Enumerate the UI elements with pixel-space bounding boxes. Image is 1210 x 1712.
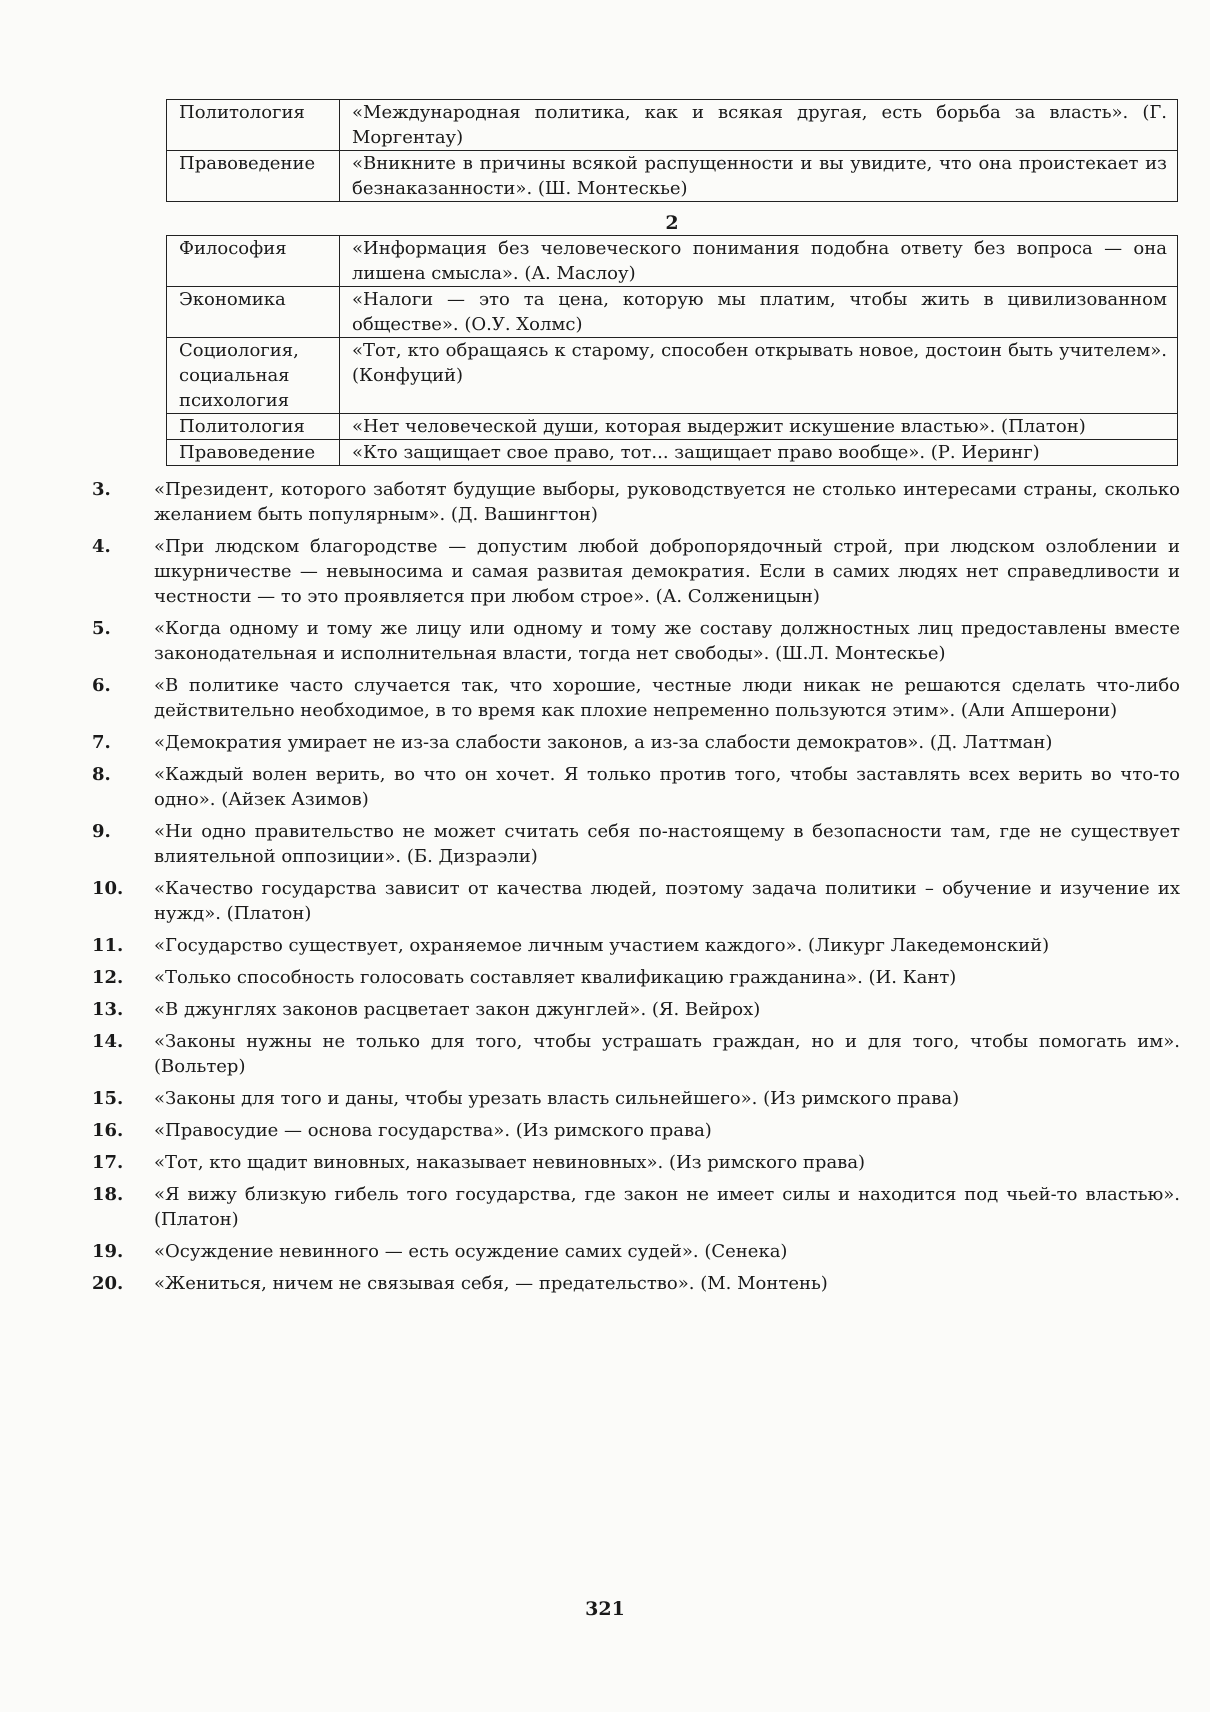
list-item	[92, 1239, 1180, 1264]
quote-cell: «Нет человеческой души, которая выдержит искушение властью». (Платон)	[340, 414, 1178, 440]
item-text: «Ни одно правительство не может считать себя по-настоящему в безопасности там, где не существует влиятельной оппозиции». (Б. Дизраэли)	[154, 821, 1180, 867]
item-number: 14.	[92, 1031, 124, 1052]
list-item	[92, 762, 1180, 812]
subject-cell: Политология	[167, 100, 340, 151]
quotes-list	[92, 477, 1180, 1303]
list-item	[92, 730, 1180, 755]
item-text: «Президент, которого заботят будущие выборы, руководствуется не столько интересами страны, сколько желанием быть популярным». (Д. Вашингтон)	[154, 479, 1180, 525]
item-text: «Жениться, ничем не связывая себя, — предательство». (М. Монтень)	[154, 1273, 828, 1294]
item-text: «Только способность голосовать составляет квалификацию гражданина». (И. Кант)	[154, 967, 957, 988]
item-number: 7.	[92, 732, 111, 753]
table-row	[167, 287, 1178, 338]
item-text: «Законы нужны не только для того, чтобы устрашать граждан, но и для того, чтобы помогать им». (Вольтер)	[154, 1031, 1180, 1077]
list-item	[92, 1086, 1180, 1111]
item-text: «Демократия умирает не из-за слабости законов, а из-за слабости демократов». (Д. Латтман)	[154, 732, 1053, 753]
item-text: «Я вижу близкую гибель того государства, где закон не имеет силы и находится под чьей-то властью». (Платон)	[154, 1184, 1180, 1230]
item-text: «При людском благородстве — допустим любой добропорядочный строй, при людском озлоблении и шкурничестве — невыносима и самая развитая демократия. Если в самих людях нет справедливости и честности — то это проявляется при любом строе». (А. Солженицын)	[154, 536, 1180, 607]
item-number: 12.	[92, 967, 124, 988]
item-text: «Осуждение невинного — есть осуждение самих судей». (Сенека)	[154, 1241, 788, 1262]
subject-cell: Социология, социальная психология	[167, 338, 340, 414]
list-item	[92, 616, 1180, 666]
quote-cell: «Международная политика, как и всякая другая, есть борьба за власть». (Г. Моргентау)	[340, 100, 1178, 151]
table-row	[167, 100, 1178, 151]
quote-cell: «Налоги — это та цена, которую мы платим, чтобы жить в цивилизованном обществе». (О.У. Холмс)	[340, 287, 1178, 338]
item-number: 13.	[92, 999, 124, 1020]
list-item	[92, 1182, 1180, 1232]
table-row	[167, 440, 1178, 466]
table-number: 2	[665, 212, 679, 234]
list-item	[92, 1271, 1180, 1296]
table-row	[167, 151, 1178, 202]
quote-cell: «Тот, кто обращаясь к старому, способен открывать новое, достоин быть учителем». (Конфуций)	[340, 338, 1178, 414]
item-number: 15.	[92, 1088, 124, 1109]
item-text: «Государство существует, охраняемое личным участием каждого». (Ликург Лакедемонский)	[154, 935, 1050, 956]
item-number: 8.	[92, 764, 111, 785]
list-item	[92, 477, 1180, 527]
list-item	[92, 933, 1180, 958]
item-number: 10.	[92, 878, 124, 899]
page-number: 321	[585, 1598, 625, 1620]
list-item	[92, 534, 1180, 609]
item-number: 18.	[92, 1184, 124, 1205]
item-number: 17.	[92, 1152, 124, 1173]
list-item	[92, 1118, 1180, 1143]
table-row	[167, 236, 1178, 287]
quote-cell: «Информация без человеческого понимания подобна ответу без вопроса — она лишена смысла». (А. Маслоу)	[340, 236, 1178, 287]
quote-cell: «Кто защищает свое право, тот... защищает право вообще». (Р. Иеринг)	[340, 440, 1178, 466]
item-number: 19.	[92, 1241, 124, 1262]
item-text: «Тот, кто щадит виновных, наказывает невиновных». (Из римского права)	[154, 1152, 866, 1173]
list-item	[92, 965, 1180, 990]
item-number: 4.	[92, 536, 111, 557]
item-number: 16.	[92, 1120, 124, 1141]
item-number: 6.	[92, 675, 111, 696]
quote-cell: «Вникните в причины всякой распущенности и вы увидите, что она проистекает из безнаказанности». (Ш. Монтескье)	[340, 151, 1178, 202]
item-text: «Каждый волен верить, во что он хочет. Я только против того, чтобы заставлять всех верить во что-то одно». (Айзек Азимов)	[154, 764, 1180, 810]
item-text: «Правосудие — основа государства». (Из римского права)	[154, 1120, 712, 1141]
subject-cell: Экономика	[167, 287, 340, 338]
subject-cell: Политология	[167, 414, 340, 440]
item-text: «Законы для того и даны, чтобы урезать власть сильнейшего». (Из римского права)	[154, 1088, 960, 1109]
quotes-table-1	[166, 99, 1178, 202]
list-item	[92, 819, 1180, 869]
list-item	[92, 1029, 1180, 1079]
list-item	[92, 1150, 1180, 1175]
list-item	[92, 997, 1180, 1022]
list-item	[92, 673, 1180, 723]
quotes-table-2	[166, 235, 1178, 466]
item-number: 11.	[92, 935, 124, 956]
item-number: 9.	[92, 821, 111, 842]
subject-cell: Правоведение	[167, 151, 340, 202]
subject-cell: Философия	[167, 236, 340, 287]
item-text: «Качество государства зависит от качества людей, поэтому задача политики – обучение и изучение их нужд». (Платон)	[154, 878, 1180, 924]
item-text: «В джунглях законов расцветает закон джунглей». (Я. Вейрох)	[154, 999, 761, 1020]
item-number: 5.	[92, 618, 111, 639]
table-row	[167, 338, 1178, 414]
item-text: «В политике часто случается так, что хорошие, честные люди никак не решаются сделать что-либо действительно необходимое, в то время как плохие непременно пользуются этим». (Али Апшерони)	[154, 675, 1180, 721]
subject-cell: Правоведение	[167, 440, 340, 466]
item-number: 20.	[92, 1273, 124, 1294]
item-text: «Когда одному и тому же лицу или одному и тому же составу должностных лиц предоставлены вместе законодательная и исполнительная власти, тогда нет свободы». (Ш.Л. Монтескье)	[154, 618, 1180, 664]
list-item	[92, 876, 1180, 926]
item-number: 3.	[92, 479, 111, 500]
table-row	[167, 414, 1178, 440]
